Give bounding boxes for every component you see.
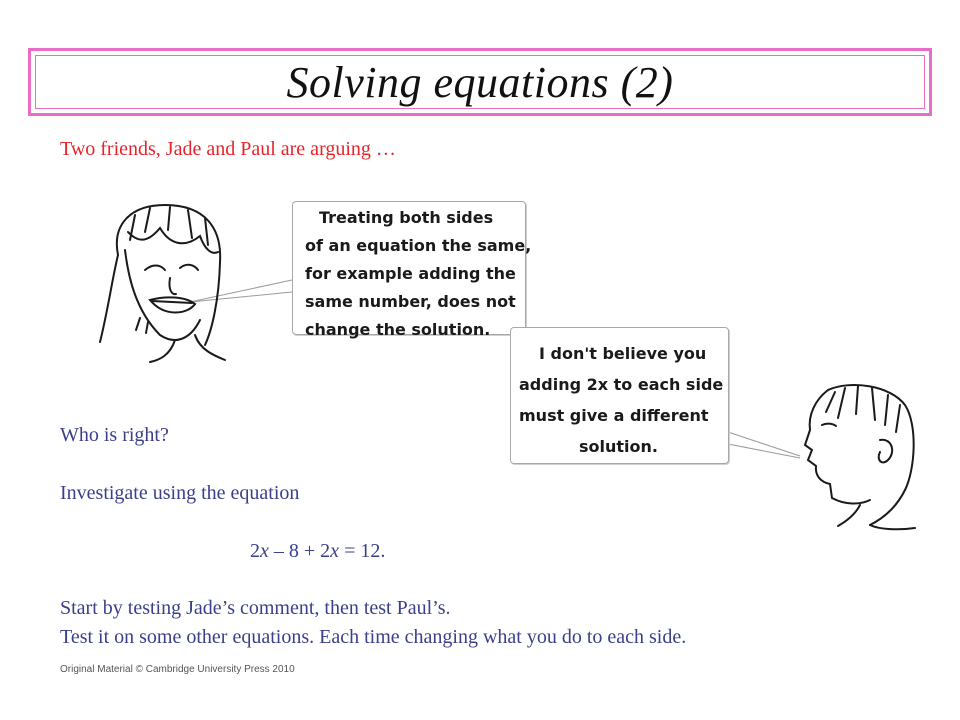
question-text: Who is right? xyxy=(60,424,169,446)
equation-variable: x xyxy=(330,540,340,562)
equation-text xyxy=(250,540,385,563)
paul-bubble-line: adding 2x to each side xyxy=(519,375,724,394)
jade-speech-bubble xyxy=(292,201,532,339)
equation-part: = 12. xyxy=(339,540,386,562)
jade-pointer xyxy=(190,280,292,302)
paul-bubble-line: must give a different xyxy=(519,406,709,425)
paul-speech-bubble xyxy=(510,327,729,464)
equation-part: – 8 + 2 xyxy=(268,540,331,562)
jade-face-drawing xyxy=(100,205,225,362)
jade-bubble-line: Treating both sides xyxy=(319,208,494,227)
instruction-text: Start by testing Jade’s comment, then test Paul’s. xyxy=(60,597,451,619)
jade-bubble-line: of an equation the same, xyxy=(305,236,532,255)
instruction-text: Test it on some other equations. Each time changing what you do to each side. xyxy=(60,626,687,648)
copyright-footer: Original Material © Cambridge University Press 2010 xyxy=(60,664,295,675)
paul-bubble-line: solution. xyxy=(579,437,658,456)
equation-part: 2 xyxy=(250,540,260,562)
jade-bubble-line: for example adding the xyxy=(305,264,516,283)
page-title: Solving equations (2) xyxy=(286,57,674,107)
paul-pointer xyxy=(728,432,800,458)
jade-bubble-line: change the solution. xyxy=(305,320,491,339)
jade-bubble-line: same number, does not xyxy=(305,292,516,311)
intro-text: Two friends, Jade and Paul are arguing … xyxy=(60,138,396,160)
paul-face-drawing xyxy=(805,385,915,529)
investigate-text: Investigate using the equation xyxy=(60,482,300,504)
equation-variable: x xyxy=(260,540,269,562)
paul-bubble-line: I don't believe you xyxy=(539,344,707,363)
